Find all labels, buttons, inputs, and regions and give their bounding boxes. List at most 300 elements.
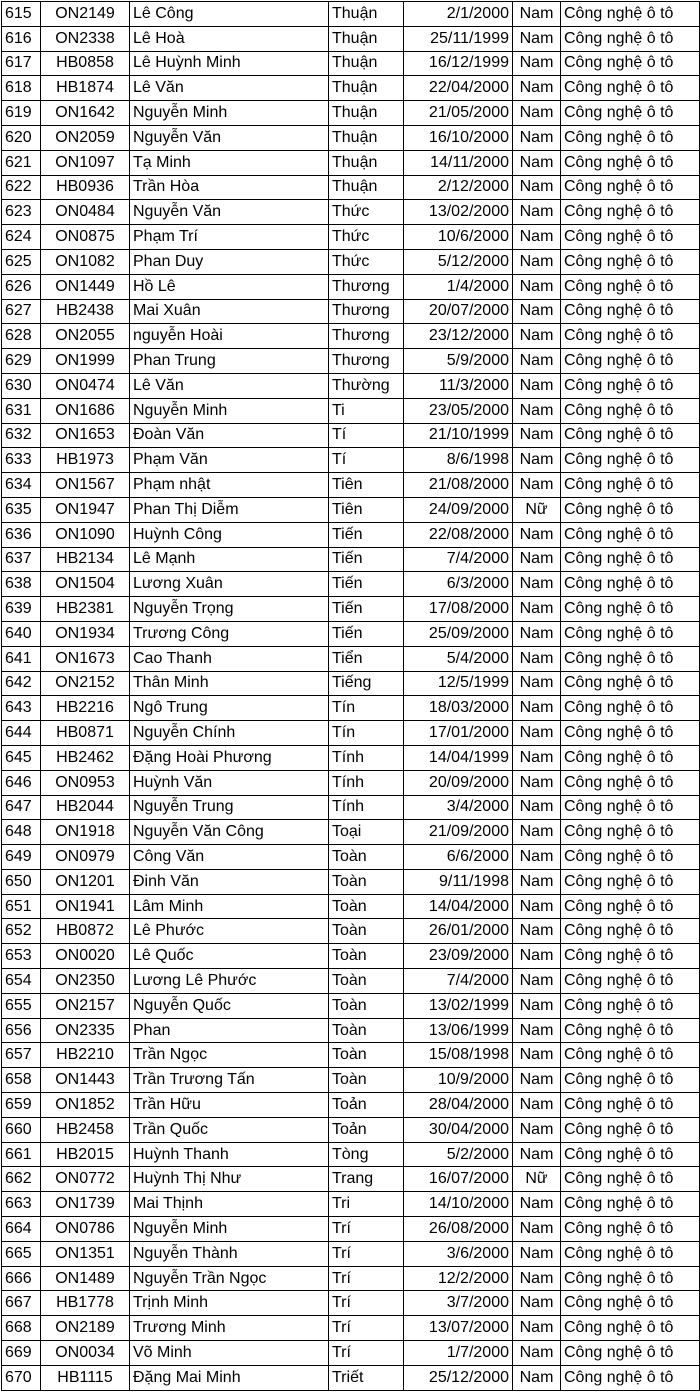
student-id-cell: HB2438 xyxy=(41,299,130,324)
major-cell: Công nghệ ô tô xyxy=(561,721,700,746)
row-number-cell: 635 xyxy=(2,497,41,522)
student-id-cell: ON2059 xyxy=(41,125,130,150)
birth-date-cell: 25/12/2000 xyxy=(404,1365,513,1390)
birth-date-cell: 11/3/2000 xyxy=(404,373,513,398)
major-cell: Công nghệ ô tô xyxy=(561,249,700,274)
given-name-cell: Toản xyxy=(329,1093,404,1118)
family-name-cell: Phan Duy xyxy=(130,249,329,274)
student-id-cell: ON1673 xyxy=(41,646,130,671)
given-name-cell: Trí xyxy=(329,1266,404,1291)
row-number-cell: 665 xyxy=(2,1241,41,1266)
student-id-cell: HB2462 xyxy=(41,745,130,770)
family-name-cell: Lê Công xyxy=(130,2,329,27)
major-cell: Công nghệ ô tô xyxy=(561,373,700,398)
row-number-cell: 660 xyxy=(2,1117,41,1142)
student-table-body xyxy=(2,2,700,1391)
major-cell: Công nghệ ô tô xyxy=(561,1068,700,1093)
row-number-cell: 644 xyxy=(2,721,41,746)
family-name-cell: Phan Trung xyxy=(130,349,329,374)
row-number-cell: 651 xyxy=(2,894,41,919)
gender-cell: Nam xyxy=(513,1043,561,1068)
major-cell: Công nghệ ô tô xyxy=(561,820,700,845)
row-number-cell: 622 xyxy=(2,175,41,200)
gender-cell: Nam xyxy=(513,944,561,969)
birth-date-cell: 16/12/1999 xyxy=(404,51,513,76)
major-cell: Công nghệ ô tô xyxy=(561,646,700,671)
birth-date-cell: 13/06/1999 xyxy=(404,1018,513,1043)
gender-cell: Nam xyxy=(513,1217,561,1242)
family-name-cell: Tạ Minh xyxy=(130,150,329,175)
given-name-cell: Tiếng xyxy=(329,671,404,696)
given-name-cell: Tính xyxy=(329,795,404,820)
birth-date-cell: 22/08/2000 xyxy=(404,522,513,547)
row-number-cell: 661 xyxy=(2,1142,41,1167)
table-row xyxy=(2,696,700,721)
table-row xyxy=(2,150,700,175)
student-id-cell: HB2458 xyxy=(41,1117,130,1142)
gender-cell: Nam xyxy=(513,1291,561,1316)
birth-date-cell: 16/07/2000 xyxy=(404,1167,513,1192)
birth-date-cell: 3/6/2000 xyxy=(404,1241,513,1266)
family-name-cell: Nguyễn Minh xyxy=(130,398,329,423)
given-name-cell: Thương xyxy=(329,324,404,349)
row-number-cell: 654 xyxy=(2,969,41,994)
family-name-cell: Võ Minh xyxy=(130,1341,329,1366)
family-name-cell: Nguyễn Trọng xyxy=(130,597,329,622)
major-cell: Công nghệ ô tô xyxy=(561,1093,700,1118)
major-cell: Công nghệ ô tô xyxy=(561,349,700,374)
gender-cell: Nữ xyxy=(513,497,561,522)
table-row xyxy=(2,448,700,473)
family-name-cell: Lâm Minh xyxy=(130,894,329,919)
table-row xyxy=(2,1365,700,1390)
family-name-cell: Huỳnh Thanh xyxy=(130,1142,329,1167)
student-id-cell: ON1504 xyxy=(41,572,130,597)
family-name-cell: Phạm Trí xyxy=(130,225,329,250)
family-name-cell: Trần Trương Tấn xyxy=(130,1068,329,1093)
gender-cell: Nam xyxy=(513,101,561,126)
student-id-cell: ON1852 xyxy=(41,1093,130,1118)
gender-cell: Nam xyxy=(513,572,561,597)
gender-cell: Nam xyxy=(513,969,561,994)
student-id-cell: ON1941 xyxy=(41,894,130,919)
gender-cell: Nam xyxy=(513,274,561,299)
row-number-cell: 658 xyxy=(2,1068,41,1093)
family-name-cell: Nguyễn Chính xyxy=(130,721,329,746)
row-number-cell: 664 xyxy=(2,1217,41,1242)
row-number-cell: 641 xyxy=(2,646,41,671)
gender-cell: Nam xyxy=(513,200,561,225)
table-row xyxy=(2,671,700,696)
gender-cell: Nam xyxy=(513,225,561,250)
student-id-cell: ON2350 xyxy=(41,969,130,994)
gender-cell: Nam xyxy=(513,26,561,51)
table-row xyxy=(2,1241,700,1266)
student-id-cell: ON1489 xyxy=(41,1266,130,1291)
gender-cell: Nam xyxy=(513,373,561,398)
row-number-cell: 668 xyxy=(2,1316,41,1341)
major-cell: Công nghệ ô tô xyxy=(561,324,700,349)
major-cell: Công nghệ ô tô xyxy=(561,1117,700,1142)
student-id-cell: ON2149 xyxy=(41,2,130,27)
row-number-cell: 619 xyxy=(2,101,41,126)
row-number-cell: 669 xyxy=(2,1341,41,1366)
gender-cell: Nam xyxy=(513,696,561,721)
family-name-cell: Nguyễn Trần Ngọc xyxy=(130,1266,329,1291)
major-cell: Công nghệ ô tô xyxy=(561,274,700,299)
table-row xyxy=(2,1316,700,1341)
student-id-cell: ON1201 xyxy=(41,869,130,894)
birth-date-cell: 25/11/1999 xyxy=(404,26,513,51)
given-name-cell: Thuận xyxy=(329,175,404,200)
family-name-cell: Nguyễn Quốc xyxy=(130,993,329,1018)
table-row xyxy=(2,1043,700,1068)
row-number-cell: 628 xyxy=(2,324,41,349)
row-number-cell: 657 xyxy=(2,1043,41,1068)
row-number-cell: 634 xyxy=(2,473,41,498)
birth-date-cell: 23/09/2000 xyxy=(404,944,513,969)
family-name-cell: Lê Quốc xyxy=(130,944,329,969)
table-row xyxy=(2,473,700,498)
family-name-cell: Lê Văn xyxy=(130,76,329,101)
birth-date-cell: 24/09/2000 xyxy=(404,497,513,522)
student-id-cell: ON2055 xyxy=(41,324,130,349)
student-id-cell: HB2134 xyxy=(41,547,130,572)
birth-date-cell: 14/04/2000 xyxy=(404,894,513,919)
major-cell: Công nghệ ô tô xyxy=(561,1316,700,1341)
student-id-cell: ON1947 xyxy=(41,497,130,522)
gender-cell: Nam xyxy=(513,1018,561,1043)
gender-cell: Nam xyxy=(513,522,561,547)
family-name-cell: Lê Mạnh xyxy=(130,547,329,572)
gender-cell: Nam xyxy=(513,621,561,646)
birth-date-cell: 6/6/2000 xyxy=(404,845,513,870)
student-id-cell: HB0858 xyxy=(41,51,130,76)
row-number-cell: 666 xyxy=(2,1266,41,1291)
student-id-cell: ON1739 xyxy=(41,1192,130,1217)
gender-cell: Nam xyxy=(513,770,561,795)
table-row xyxy=(2,26,700,51)
table-row xyxy=(2,299,700,324)
birth-date-cell: 2/1/2000 xyxy=(404,2,513,27)
gender-cell: Nam xyxy=(513,1093,561,1118)
student-id-cell: ON1567 xyxy=(41,473,130,498)
table-row xyxy=(2,919,700,944)
table-row xyxy=(2,1142,700,1167)
family-name-cell: Lương Lê Phước xyxy=(130,969,329,994)
table-row xyxy=(2,1192,700,1217)
student-id-cell: ON1686 xyxy=(41,398,130,423)
student-id-cell: ON2189 xyxy=(41,1316,130,1341)
row-number-cell: 623 xyxy=(2,200,41,225)
major-cell: Công nghệ ô tô xyxy=(561,1241,700,1266)
row-number-cell: 638 xyxy=(2,572,41,597)
table-row xyxy=(2,175,700,200)
birth-date-cell: 21/09/2000 xyxy=(404,820,513,845)
birth-date-cell: 18/03/2000 xyxy=(404,696,513,721)
major-cell: Công nghệ ô tô xyxy=(561,770,700,795)
given-name-cell: Toàn xyxy=(329,1043,404,1068)
gender-cell: Nữ xyxy=(513,1167,561,1192)
family-name-cell: Lê Phước xyxy=(130,919,329,944)
row-number-cell: 625 xyxy=(2,249,41,274)
family-name-cell: Nguyễn Văn xyxy=(130,125,329,150)
student-id-cell: ON0786 xyxy=(41,1217,130,1242)
given-name-cell: Toàn xyxy=(329,1018,404,1043)
given-name-cell: Tiến xyxy=(329,547,404,572)
table-row xyxy=(2,572,700,597)
gender-cell: Nam xyxy=(513,249,561,274)
birth-date-cell: 3/4/2000 xyxy=(404,795,513,820)
student-id-cell: ON0772 xyxy=(41,1167,130,1192)
gender-cell: Nam xyxy=(513,324,561,349)
gender-cell: Nam xyxy=(513,919,561,944)
table-row xyxy=(2,646,700,671)
major-cell: Công nghệ ô tô xyxy=(561,919,700,944)
major-cell: Công nghệ ô tô xyxy=(561,2,700,27)
student-id-cell: ON0020 xyxy=(41,944,130,969)
student-id-cell: ON2335 xyxy=(41,1018,130,1043)
gender-cell: Nam xyxy=(513,423,561,448)
student-id-cell: ON0875 xyxy=(41,225,130,250)
major-cell: Công nghệ ô tô xyxy=(561,1043,700,1068)
gender-cell: Nam xyxy=(513,820,561,845)
given-name-cell: Tiến xyxy=(329,597,404,622)
major-cell: Công nghệ ô tô xyxy=(561,51,700,76)
student-id-cell: ON1918 xyxy=(41,820,130,845)
given-name-cell: Trí xyxy=(329,1316,404,1341)
given-name-cell: Thuận xyxy=(329,76,404,101)
family-name-cell: Trần Quốc xyxy=(130,1117,329,1142)
given-name-cell: Tiến xyxy=(329,572,404,597)
student-id-cell: HB0871 xyxy=(41,721,130,746)
gender-cell: Nam xyxy=(513,1117,561,1142)
birth-date-cell: 10/6/2000 xyxy=(404,225,513,250)
major-cell: Công nghệ ô tô xyxy=(561,1018,700,1043)
gender-cell: Nam xyxy=(513,150,561,175)
student-id-cell: HB2044 xyxy=(41,795,130,820)
table-row xyxy=(2,274,700,299)
family-name-cell: Phan xyxy=(130,1018,329,1043)
major-cell: Công nghệ ô tô xyxy=(561,547,700,572)
family-name-cell: Phan Thị Diễm xyxy=(130,497,329,522)
major-cell: Công nghệ ô tô xyxy=(561,1192,700,1217)
birth-date-cell: 7/4/2000 xyxy=(404,969,513,994)
family-name-cell: Trương Công xyxy=(130,621,329,646)
row-number-cell: 615 xyxy=(2,2,41,27)
row-number-cell: 639 xyxy=(2,597,41,622)
given-name-cell: Tiến xyxy=(329,522,404,547)
row-number-cell: 626 xyxy=(2,274,41,299)
birth-date-cell: 7/4/2000 xyxy=(404,547,513,572)
major-cell: Công nghệ ô tô xyxy=(561,150,700,175)
given-name-cell: Thuận xyxy=(329,26,404,51)
gender-cell: Nam xyxy=(513,721,561,746)
table-row xyxy=(2,1068,700,1093)
student-id-cell: ON0484 xyxy=(41,200,130,225)
given-name-cell: Trí xyxy=(329,1241,404,1266)
birth-date-cell: 12/2/2000 xyxy=(404,1266,513,1291)
birth-date-cell: 13/02/1999 xyxy=(404,993,513,1018)
table-row xyxy=(2,845,700,870)
gender-cell: Nam xyxy=(513,1316,561,1341)
row-number-cell: 649 xyxy=(2,845,41,870)
birth-date-cell: 14/04/1999 xyxy=(404,745,513,770)
major-cell: Công nghệ ô tô xyxy=(561,423,700,448)
major-cell: Công nghệ ô tô xyxy=(561,473,700,498)
gender-cell: Nam xyxy=(513,646,561,671)
table-row xyxy=(2,1291,700,1316)
gender-cell: Nam xyxy=(513,175,561,200)
student-id-cell: ON0953 xyxy=(41,770,130,795)
given-name-cell: Tí xyxy=(329,423,404,448)
family-name-cell: Công Văn xyxy=(130,845,329,870)
row-number-cell: 659 xyxy=(2,1093,41,1118)
family-name-cell: Đặng Mai Minh xyxy=(130,1365,329,1390)
table-row xyxy=(2,969,700,994)
major-cell: Công nghệ ô tô xyxy=(561,597,700,622)
birth-date-cell: 23/12/2000 xyxy=(404,324,513,349)
family-name-cell: Huỳnh Công xyxy=(130,522,329,547)
student-id-cell: HB1973 xyxy=(41,448,130,473)
birth-date-cell: 26/01/2000 xyxy=(404,919,513,944)
given-name-cell: Tiển xyxy=(329,646,404,671)
family-name-cell: Cao Thanh xyxy=(130,646,329,671)
given-name-cell: Trí xyxy=(329,1341,404,1366)
table-row xyxy=(2,894,700,919)
gender-cell: Nam xyxy=(513,745,561,770)
family-name-cell: Thân Minh xyxy=(130,671,329,696)
family-name-cell: Ngô Trung xyxy=(130,696,329,721)
given-name-cell: Toàn xyxy=(329,869,404,894)
gender-cell: Nam xyxy=(513,1192,561,1217)
row-number-cell: 667 xyxy=(2,1291,41,1316)
gender-cell: Nam xyxy=(513,1341,561,1366)
student-id-cell: ON2157 xyxy=(41,993,130,1018)
gender-cell: Nam xyxy=(513,349,561,374)
table-row xyxy=(2,1117,700,1142)
row-number-cell: 632 xyxy=(2,423,41,448)
family-name-cell: Nguyễn Minh xyxy=(130,1217,329,1242)
table-row xyxy=(2,820,700,845)
gender-cell: Nam xyxy=(513,869,561,894)
birth-date-cell: 20/07/2000 xyxy=(404,299,513,324)
birth-date-cell: 15/08/1998 xyxy=(404,1043,513,1068)
table-row xyxy=(2,51,700,76)
gender-cell: Nam xyxy=(513,671,561,696)
table-row xyxy=(2,497,700,522)
major-cell: Công nghệ ô tô xyxy=(561,944,700,969)
table-row xyxy=(2,1217,700,1242)
student-table xyxy=(1,1,700,1391)
major-cell: Công nghệ ô tô xyxy=(561,200,700,225)
student-id-cell: ON1642 xyxy=(41,101,130,126)
row-number-cell: 647 xyxy=(2,795,41,820)
major-cell: Công nghệ ô tô xyxy=(561,1365,700,1390)
birth-date-cell: 5/4/2000 xyxy=(404,646,513,671)
given-name-cell: Tiến xyxy=(329,621,404,646)
row-number-cell: 640 xyxy=(2,621,41,646)
major-cell: Công nghệ ô tô xyxy=(561,671,700,696)
major-cell: Công nghệ ô tô xyxy=(561,225,700,250)
row-number-cell: 652 xyxy=(2,919,41,944)
gender-cell: Nam xyxy=(513,1365,561,1390)
gender-cell: Nam xyxy=(513,1266,561,1291)
birth-date-cell: 6/3/2000 xyxy=(404,572,513,597)
gender-cell: Nam xyxy=(513,76,561,101)
major-cell: Công nghệ ô tô xyxy=(561,448,700,473)
table-row xyxy=(2,721,700,746)
birth-date-cell: 23/05/2000 xyxy=(404,398,513,423)
given-name-cell: Tính xyxy=(329,745,404,770)
row-number-cell: 627 xyxy=(2,299,41,324)
student-id-cell: HB1115 xyxy=(41,1365,130,1390)
student-id-cell: HB2381 xyxy=(41,597,130,622)
gender-cell: Nam xyxy=(513,125,561,150)
gender-cell: Nam xyxy=(513,894,561,919)
birth-date-cell: 16/10/2000 xyxy=(404,125,513,150)
birth-date-cell: 14/11/2000 xyxy=(404,150,513,175)
given-name-cell: Thuận xyxy=(329,125,404,150)
given-name-cell: Triết xyxy=(329,1365,404,1390)
family-name-cell: Mai Thịnh xyxy=(130,1192,329,1217)
given-name-cell: Tiên xyxy=(329,497,404,522)
gender-cell: Nam xyxy=(513,1142,561,1167)
family-name-cell: Trương Minh xyxy=(130,1316,329,1341)
gender-cell: Nam xyxy=(513,473,561,498)
gender-cell: Nam xyxy=(513,1241,561,1266)
table-row xyxy=(2,770,700,795)
gender-cell: Nam xyxy=(513,597,561,622)
major-cell: Công nghệ ô tô xyxy=(561,101,700,126)
family-name-cell: Phạm nhật xyxy=(130,473,329,498)
given-name-cell: Thuận xyxy=(329,51,404,76)
given-name-cell: Toàn xyxy=(329,944,404,969)
table-row xyxy=(2,125,700,150)
family-name-cell: Lê Văn xyxy=(130,373,329,398)
family-name-cell: Huỳnh Thị Như xyxy=(130,1167,329,1192)
student-id-cell: ON1443 xyxy=(41,1068,130,1093)
row-number-cell: 631 xyxy=(2,398,41,423)
table-row xyxy=(2,944,700,969)
birth-date-cell: 2/12/2000 xyxy=(404,175,513,200)
gender-cell: Nam xyxy=(513,51,561,76)
row-number-cell: 645 xyxy=(2,745,41,770)
birth-date-cell: 5/9/2000 xyxy=(404,349,513,374)
gender-cell: Nam xyxy=(513,795,561,820)
given-name-cell: Tín xyxy=(329,721,404,746)
birth-date-cell: 5/12/2000 xyxy=(404,249,513,274)
family-name-cell: Nguyễn Văn xyxy=(130,200,329,225)
row-number-cell: 653 xyxy=(2,944,41,969)
major-cell: Công nghệ ô tô xyxy=(561,696,700,721)
given-name-cell: Tín xyxy=(329,696,404,721)
major-cell: Công nghệ ô tô xyxy=(561,76,700,101)
row-number-cell: 662 xyxy=(2,1167,41,1192)
row-number-cell: 663 xyxy=(2,1192,41,1217)
table-row xyxy=(2,249,700,274)
gender-cell: Nam xyxy=(513,993,561,1018)
given-name-cell: Thương xyxy=(329,274,404,299)
birth-date-cell: 1/4/2000 xyxy=(404,274,513,299)
major-cell: Công nghệ ô tô xyxy=(561,993,700,1018)
table-row xyxy=(2,1266,700,1291)
major-cell: Công nghệ ô tô xyxy=(561,175,700,200)
family-name-cell: Nguyễn Thành xyxy=(130,1241,329,1266)
given-name-cell: Trang xyxy=(329,1167,404,1192)
student-id-cell: HB2015 xyxy=(41,1142,130,1167)
student-id-cell: HB1874 xyxy=(41,76,130,101)
